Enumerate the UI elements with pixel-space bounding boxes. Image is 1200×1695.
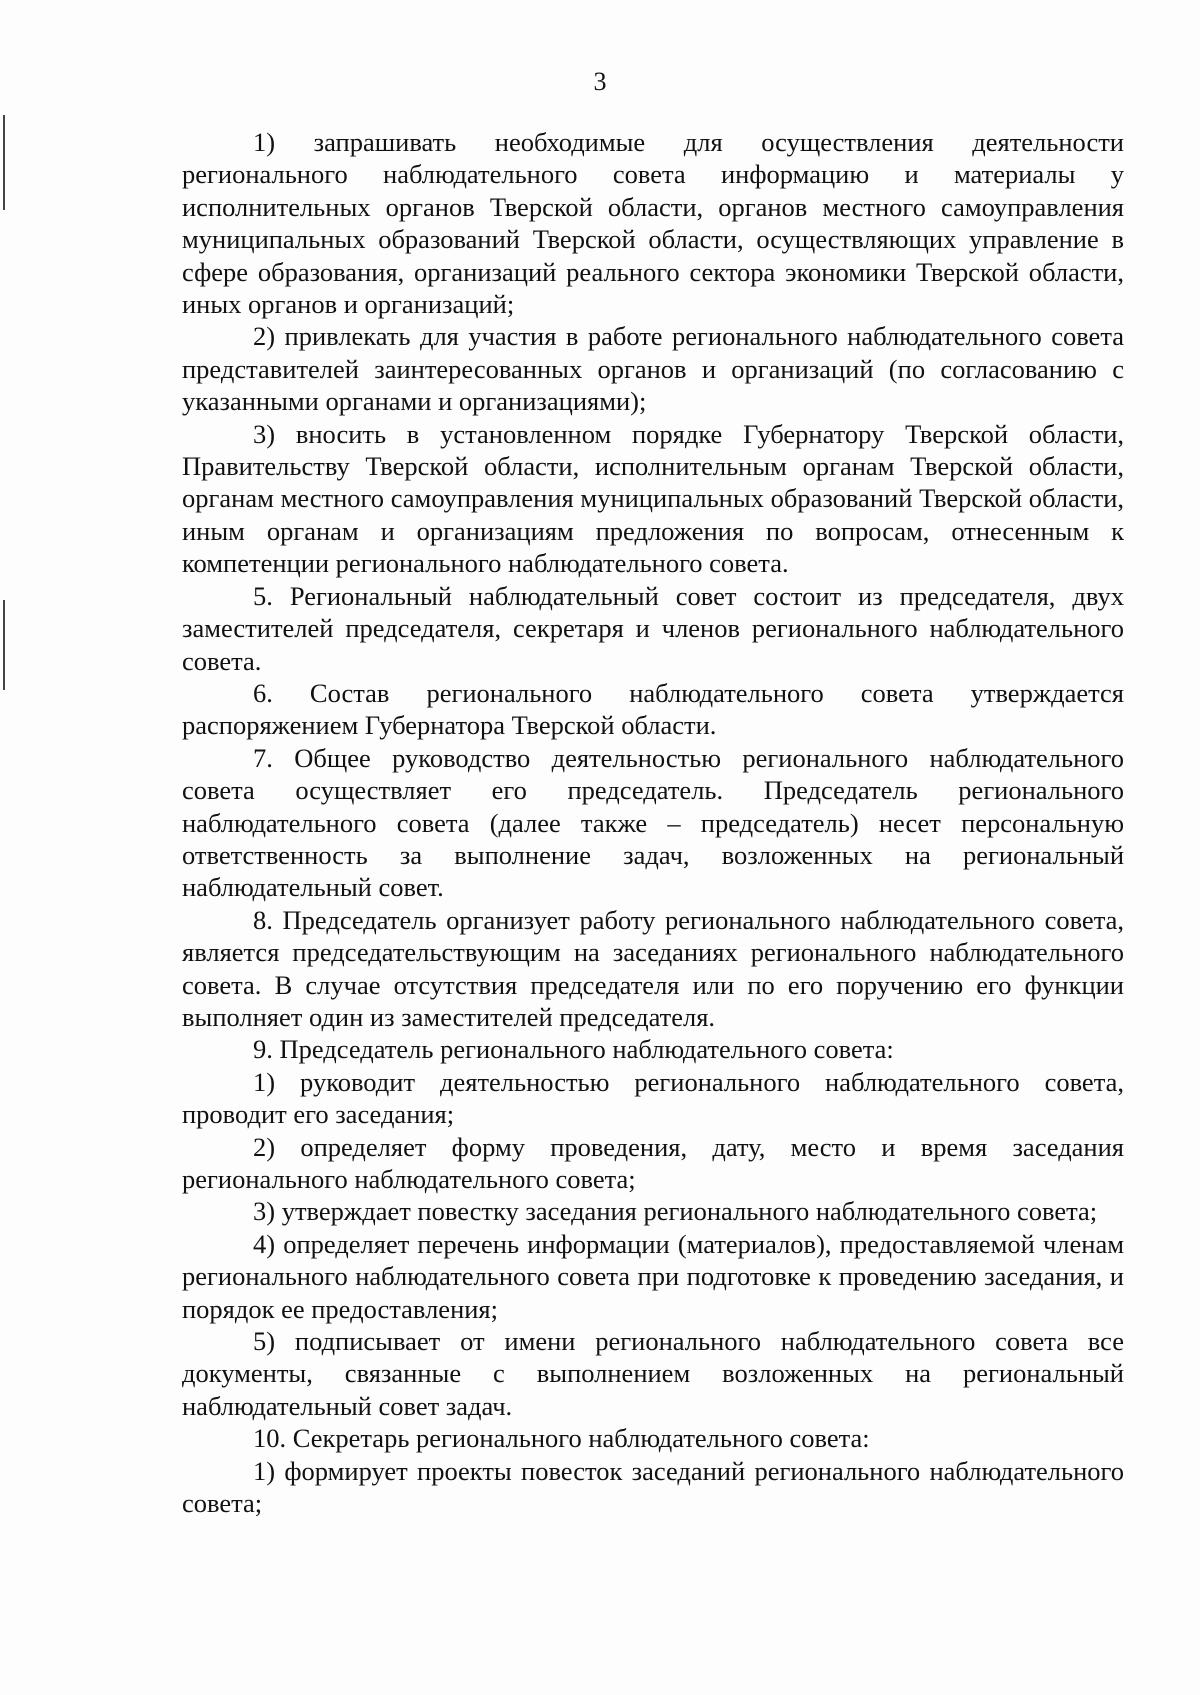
paragraph-section-9-item-4: 4) определяет перечень информации (материалов), предоставляемой членам регионального наблюдательного совета при подготовке к проведению заседания, и порядок ее предоставления; bbox=[182, 1228, 1124, 1324]
paragraph-section-10-secretary-heading: 10. Секретарь регионального наблюдательного совета: bbox=[253, 1423, 870, 1454]
paragraph-section-9-chairman-heading: 9. Председатель регионального наблюдательного совета: bbox=[253, 1034, 894, 1065]
paragraph-item-2-involve-reps: 2) привлекать для участия в работе регионального наблюдательного совета представителей заинтересованных органов и организаций (по согласованию с указанными органами и организациями); bbox=[182, 321, 1124, 417]
paragraph-item-1-request-info: 1) запрашивать необходимые для осуществления деятельности регионального наблюдательного совета информацию и материалы у исполнительных органов Тверской области, органов местного самоуправления муниципальных образований Тверской области, осуществляющих управление в сфере образования, организаций реального сектора экономики Тверской области, иных органов и организаций; bbox=[182, 127, 1124, 320]
paragraph-item-3-submit-proposals: 3) вносить в установленном порядке Губернатору Тверской области, Правительству Тверской области, исполнительным органам Тверской области, органам местного самоуправления муниципальных образований Тверской области, иным органам и организациям предложения по вопросам, отнесенным к компетенции регионального наблюдательного совета. bbox=[182, 418, 1124, 579]
scan-edge-mark bbox=[3, 115, 5, 210]
paragraph-section-7-leadership: 7. Общее руководство деятельностью регионального наблюдательного совета осуществляет его председатель. Председатель регионального наблюдательного совета (далее также – председатель) несет персональную ответственность за выполнение задач, возложенных на региональный наблюдательный совет. bbox=[182, 742, 1124, 903]
paragraph-section-9-item-1: 1) руководит деятельностью регионального наблюдательного совета, проводит его заседания; bbox=[182, 1066, 1124, 1130]
paragraph-section-10-item-1: 1) формирует проекты повесток заседаний регионального наблюдательного совета; bbox=[182, 1455, 1124, 1519]
paragraph-section-9-item-2: 2) определяет форму проведения, дату, место и время заседания регионального наблюдательного совета; bbox=[182, 1131, 1124, 1194]
paragraph-section-6-approval: 6. Состав регионального наблюдательного совета утверждается распоряжением Губернатора Тверской области. bbox=[182, 677, 1124, 741]
paragraph-section-9-item-5: 5) подписывает от имени регионального наблюдательного совета все документы, связанные с выполнением возложенных на региональный наблюдательный совет задач. bbox=[182, 1326, 1124, 1421]
document-body bbox=[182, 126, 1124, 1519]
scan-edge-mark bbox=[3, 600, 5, 690]
paragraph-section-5-composition: 5. Региональный наблюдательный совет состоит из председателя, двух заместителей председателя, секретаря и членов регионального наблюдательного совета. bbox=[182, 580, 1124, 676]
paragraph-section-8-chairman-duties: 8. Председатель организует работу регионального наблюдательного совета, является председательствующим на заседаниях регионального наблюдательного совета. В случае отсутствия председателя или по его поручению его функции выполняет один из заместителей председателя. bbox=[182, 904, 1124, 1032]
paragraph-section-9-item-3: 3) утверждает повестку заседания регионального наблюдательного совета; bbox=[253, 1196, 1098, 1227]
page-number: 3 bbox=[593, 67, 607, 96]
